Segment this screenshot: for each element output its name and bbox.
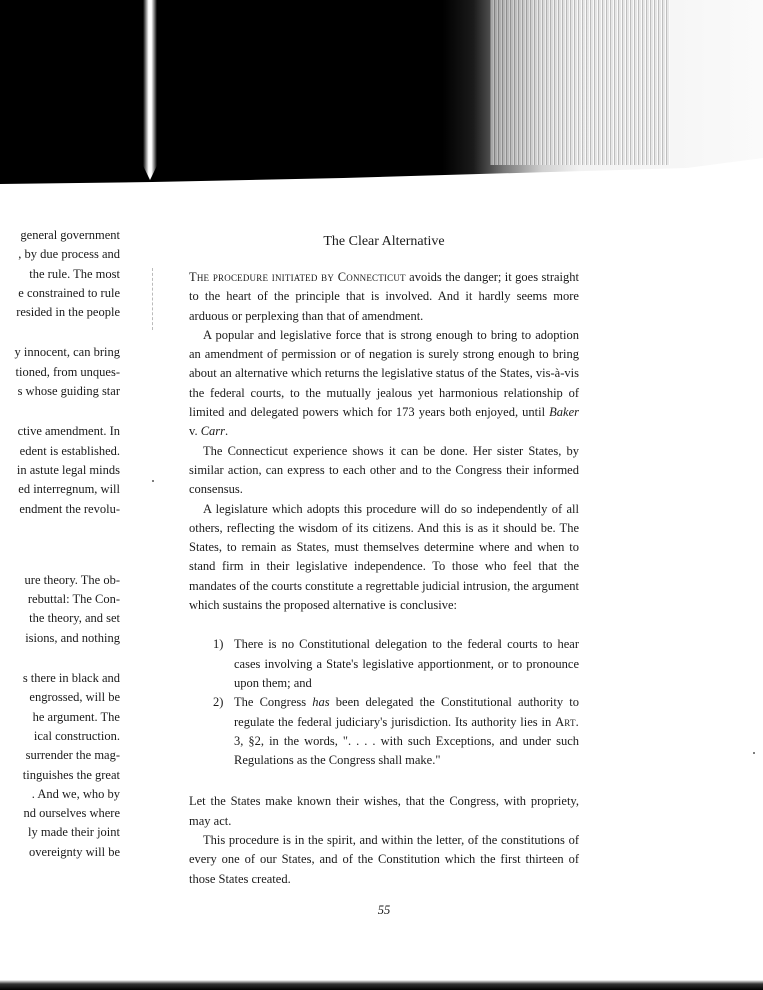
list-item-text: There is no Constitutional delegation to the federal courts to hear cases involving a State's legislative apportionment, or to pronounce upon them; and: [234, 637, 579, 690]
left-text-line: y innocent, can bring: [14, 345, 120, 360]
case-name-carr: Carr: [200, 424, 226, 439]
paragraph-1: [189, 268, 579, 326]
left-text-line: resided in the people: [16, 305, 120, 320]
paragraph-4: A legislature which adopts this procedure will do so independently of all others, reflecting the wisdom of its citizens. And this is as it should be. The States, to remain as States, must themselves determine where and when to stand firm in their legislative independence. To those who feel that the mandates of the courts constitute a regrettable judicial intrusion, the argument which sustains the proposed alternative is conclusive:: [189, 501, 579, 613]
left-paragraph: [0, 669, 120, 862]
left-text-line: s whose guiding star: [17, 384, 120, 399]
left-paragraph: [0, 422, 120, 518]
left-paragraph: [0, 343, 120, 401]
left-text-line: general government: [20, 228, 120, 242]
paragraph-2-text: A popular and legislative force that is strong enough to bring to adoption an amendment of permission or of negation is surely strong enough to bring about an alternative which returns the legislative status of the States, vis-à-vis the federal courts, to the mutually jealous yet harmonious relationship of limited and delegated powers which for 173 years both enjoyed, until: [189, 327, 579, 420]
paragraph-2-end: .: [225, 424, 229, 439]
left-text-line: edent is established.: [19, 443, 120, 458]
paragraph-2: [189, 326, 579, 442]
left-text-line: ure theory. The ob-: [24, 572, 120, 587]
left-text-line: , by due process and: [18, 247, 120, 262]
right-page: [189, 232, 579, 918]
list-item: [189, 635, 579, 693]
left-text-line: . And we, who by: [31, 786, 120, 801]
case-v: v.: [189, 424, 201, 439]
left-text-line: nd ourselves where: [23, 806, 120, 821]
left-text-line: isions, and nothing: [25, 630, 120, 645]
scan-speck: [152, 480, 154, 482]
left-text-line: ed interregnum, will: [18, 482, 120, 497]
left-page-cropped-text: [0, 226, 120, 883]
list-number: 2): [213, 695, 224, 710]
paragraph-1-lead: The procedure initiated by Connecticut: [189, 270, 406, 284]
paragraph-5: Let the States make known their wishes, that the Congress, with propriety, may act.: [189, 794, 579, 828]
paragraph-1-rest: avoids the danger; it goes straight to the heart of the principle that is involved. And it hardly seems more arduous or perplexing than that of amendment.: [189, 270, 579, 323]
left-text-line: endment the revolu-: [19, 501, 120, 516]
left-text-line: he argument. The: [32, 709, 120, 724]
page-title: The Clear Alternative: [323, 234, 445, 249]
list-number: 1): [213, 637, 224, 652]
list-item-text-post: 3, §2, in the words, ". . . . with such Exceptions, and under such Regulations as the Congress shall make.": [234, 733, 579, 768]
paragraph-3: The Connecticut experience shows it can be done. Her sister States, by similar action, can express to each other and to the Congress their informed consensus.: [189, 443, 579, 497]
left-text-line: the theory, and set: [29, 611, 120, 626]
left-text-line: tioned, from unques-: [15, 364, 120, 379]
left-paragraph: [0, 571, 120, 648]
scan-noise-area: [490, 0, 670, 165]
left-text-line: engrossed, will be: [29, 690, 120, 705]
left-text-line: s there in black and: [22, 671, 120, 686]
numbered-list: [189, 635, 579, 770]
paragraph-6: This procedure is in the spirit, and within the letter, of the constitutions of every one of our States, and of the Constitution which the first thirteen of those States created.: [189, 833, 579, 886]
list-item-text-mid: been delegated the Constitutional authority to regulate the federal judiciary's jurisdiction. Its authority lies in: [234, 695, 579, 729]
left-text-line: in astute legal minds: [16, 462, 120, 477]
left-paragraph: [0, 226, 120, 322]
page-number: 55: [377, 902, 391, 917]
left-text-line: surrender the mag-: [25, 748, 120, 763]
left-text-line: ly made their joint: [28, 825, 120, 840]
left-text-line: ical construction.: [33, 728, 120, 743]
case-name-baker: Baker: [549, 405, 579, 420]
scan-bottom-edge: [0, 980, 763, 990]
page-fold-highlight: [143, 0, 157, 180]
emphasis-has: has: [312, 695, 330, 710]
article-abbrev: Art.: [555, 714, 579, 729]
left-text-line: tinguishes the great: [22, 767, 120, 782]
gutter-mark: [152, 268, 153, 330]
left-text-line: ctive amendment. In: [17, 424, 120, 439]
left-text-line: e constrained to rule: [18, 285, 120, 300]
list-item-text-pre: The Congress: [234, 695, 313, 710]
scan-speck: [753, 752, 755, 754]
left-text-line: the rule. The most: [29, 266, 120, 281]
page-body: [189, 268, 579, 889]
left-text-line: overeignty will be: [29, 844, 120, 859]
list-item: [189, 693, 579, 770]
left-text-line: rebuttal: The Con-: [27, 592, 120, 607]
